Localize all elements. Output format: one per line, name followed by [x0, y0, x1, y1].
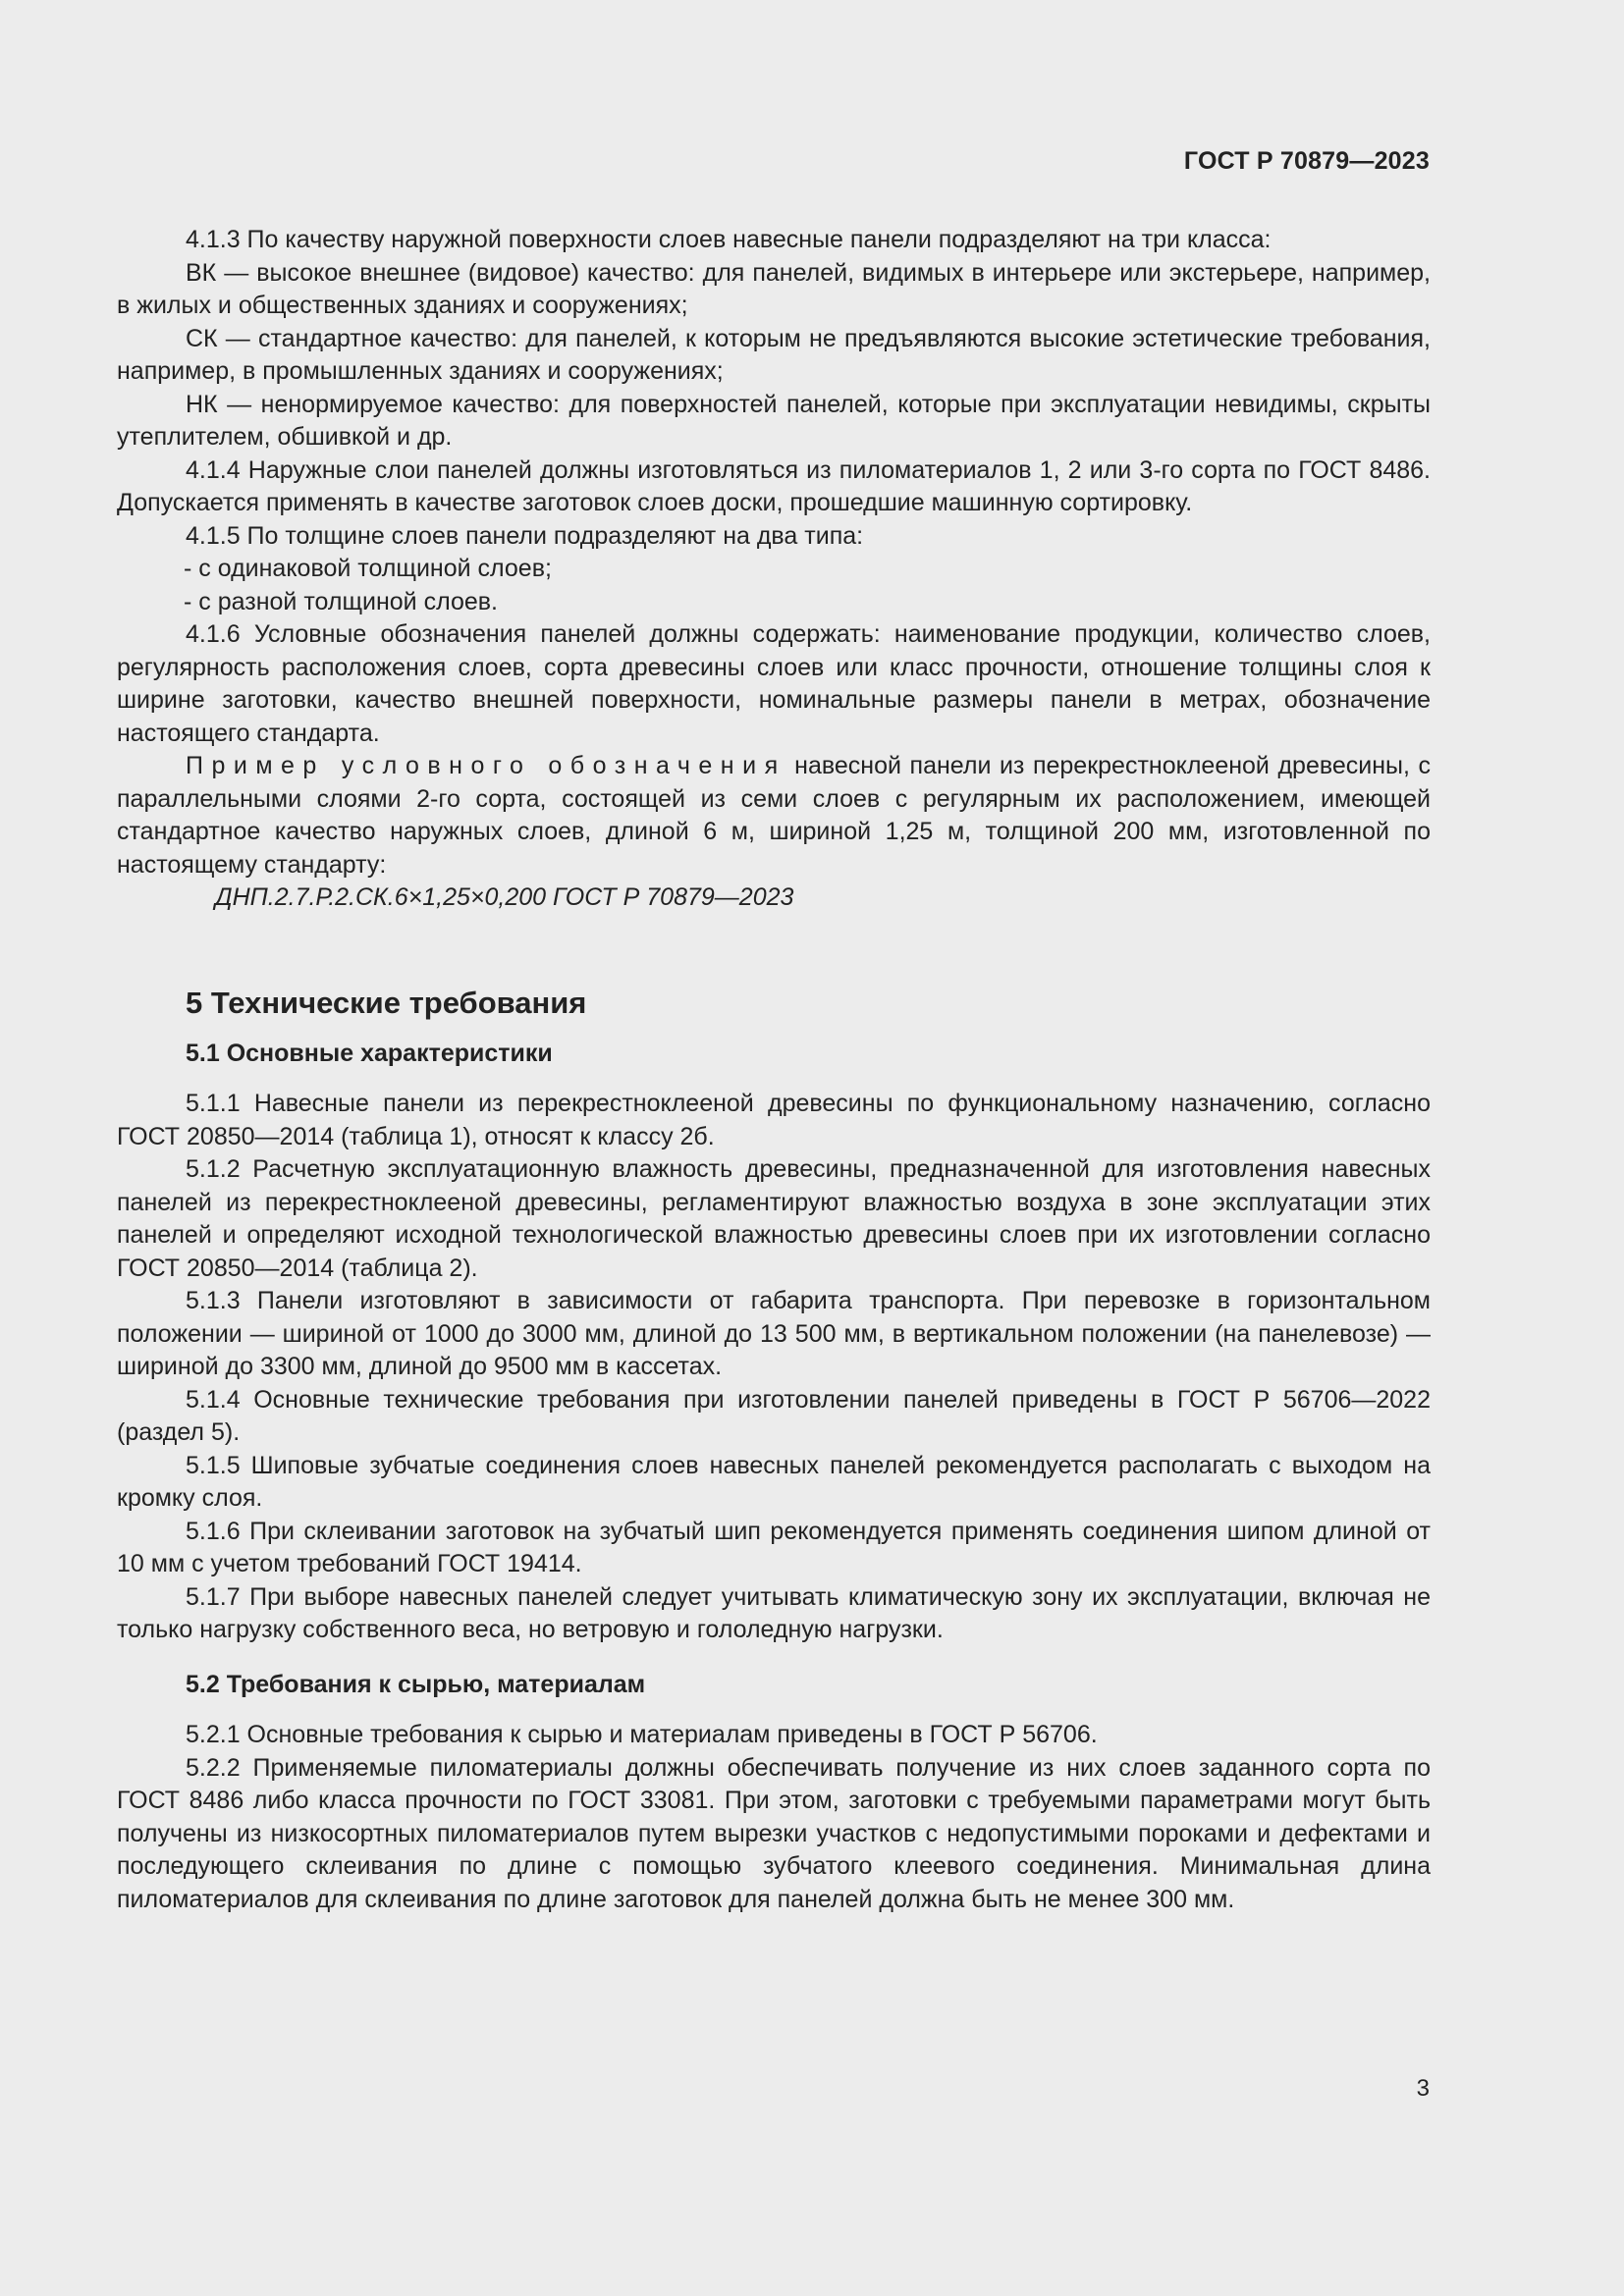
document-header-code: ГОСТ Р 70879—2023 [1183, 147, 1430, 175]
example-designation: ДНП.2.7.Р.2.СК.6×1,25×0,200 ГОСТ Р 70879—2023 [215, 883, 794, 911]
class-vk: ВК — высокое внешнее (видовое) качество: для панелей, видимых в интерьере или экстерьере, например, в жилых и общественных зданиях и сооружениях; [117, 258, 1431, 319]
example-text: навесной панели из перекрестноклееной древесины, с параллельными слоями 2-го сорта, состоящей из семи слоев с регулярным их расположением, имеющей стандартное качество наружных слоев, длиной 6 м, шириной 1,25 м, толщиной 200 мм, изготовленной по настоящему стандарту: [117, 752, 1431, 879]
subsection-5-2-title: 5.2 Требования к сырью, материалам [186, 1670, 646, 1698]
page-number: 3 [1416, 2075, 1430, 2102]
list-item-different-thickness: - с разной толщиной слоев. [184, 587, 498, 615]
clause-5-1-5: 5.1.5 Шиповые зубчатые соединения слоев навесных панелей рекомендуется располагать с выходом на кромку слоя. [117, 1451, 1431, 1512]
clause-4-1-6: 4.1.6 Условные обозначения панелей должны содержать: наименование продукции, количество слоев, регулярность расположения слоев, сорта древесины слоев или класс прочности, отношение толщины слоя к ширине заготовки, качество внешней поверхности, номинальные размеры панели в метрах, обозначение настоящего стандарта. [117, 620, 1431, 747]
clause-4-1-3: 4.1.3 По качеству наружной поверхности слоев навесные панели подразделяют на три класса: [186, 226, 1272, 253]
clause-5-1-6: 5.1.6 При склеивании заготовок на зубчатый шип рекомендуется применять соединения шипом длиной от 10 мм с учетом требований ГОСТ 19414. [117, 1517, 1431, 1577]
list-item-equal-thickness: - с одинаковой толщиной слоев; [184, 555, 552, 582]
subsection-5-1-title: 5.1 Основные характеристики [186, 1039, 553, 1067]
document-body [117, 224, 1431, 1916]
example-paragraph [117, 750, 1431, 881]
section-5-title: 5 Технические требования [186, 985, 587, 1020]
clause-4-1-5: 4.1.5 По толщине слоев панели подразделяют на два типа: [186, 521, 864, 550]
clause-5-1-2: 5.1.2 Расчетную эксплуатационную влажность древесины, предназначенной для изготовления навесных панелей из перекрестноклееной древесины, регламентируют влажностью воздуха в зоне эксплуатации этих панелей и определяют исходной технологической влажностью древесины слоев при их изготовлении согласно ГОСТ 20850—2014 (таблица 2). [117, 1155, 1431, 1282]
clause-5-1-4: 5.1.4 Основные технические требования при изготовлении панелей приведены в ГОСТ Р 56706—2022 (раздел 5). [117, 1385, 1431, 1446]
clause-5-1-1: 5.1.1 Навесные панели из перекрестноклееной древесины по функциональному назначению, согласно ГОСТ 20850—2014 (таблица 1), относят к классу 2б. [117, 1090, 1431, 1150]
example-label: Пример условного обозначения [186, 752, 786, 779]
clause-5-2-2: 5.2.2 Применяемые пиломатериалы должны обеспечивать получение из них слоев заданного сорта по ГОСТ 8486 либо класса прочности по ГОСТ 33081. При этом, заготовки с требуемыми параметрами могут быть получены из низкосортных пиломатериалов путем вырезки участков с недопустимыми пороками и дефектами и последующего склеивания по длине с помощью зубчатого клеевого соединения. Минимальная длина пиломатериалов для склеивания по длине заготовок для панелей должна быть не менее 300 мм. [117, 1753, 1431, 1913]
clause-5-1-7: 5.1.7 При выборе навесных панелей следует учитывать климатическую зону их эксплуатации, включая не только нагрузку собственного веса, но ветровую и гололедную нагрузки. [117, 1582, 1431, 1643]
class-sk: СК — стандартное качество: для панелей, к которым не предъявляются высокие эстетические требования, например, в промышленных зданиях и сооружениях; [117, 324, 1431, 385]
clause-5-1-3: 5.1.3 Панели изготовляют в зависимости от габарита транспорта. При перевозке в горизонтальном положении — шириной от 1000 до 3000 мм, длиной до 13 500 мм, в вертикальном положении (на панелевозе) — шириной до 3300 мм, длиной до 9500 мм в кассетах. [117, 1287, 1431, 1380]
clause-5-2-1: 5.2.1 Основные требования к сырью и материалам приведены в ГОСТ Р 56706. [186, 1721, 1098, 1748]
clause-4-1-4: 4.1.4 Наружные слои панелей должны изготовляться из пиломатериалов 1, 2 или 3-го сорта по ГОСТ 8486. Допускается применять в качестве заготовок слоев доски, прошедшие машинную сортировку. [117, 455, 1431, 516]
class-nk: НК — ненормируемое качество: для поверхностей панелей, которые при эксплуатации невидимы, скрыты утеплителем, обшивкой и др. [117, 390, 1431, 451]
